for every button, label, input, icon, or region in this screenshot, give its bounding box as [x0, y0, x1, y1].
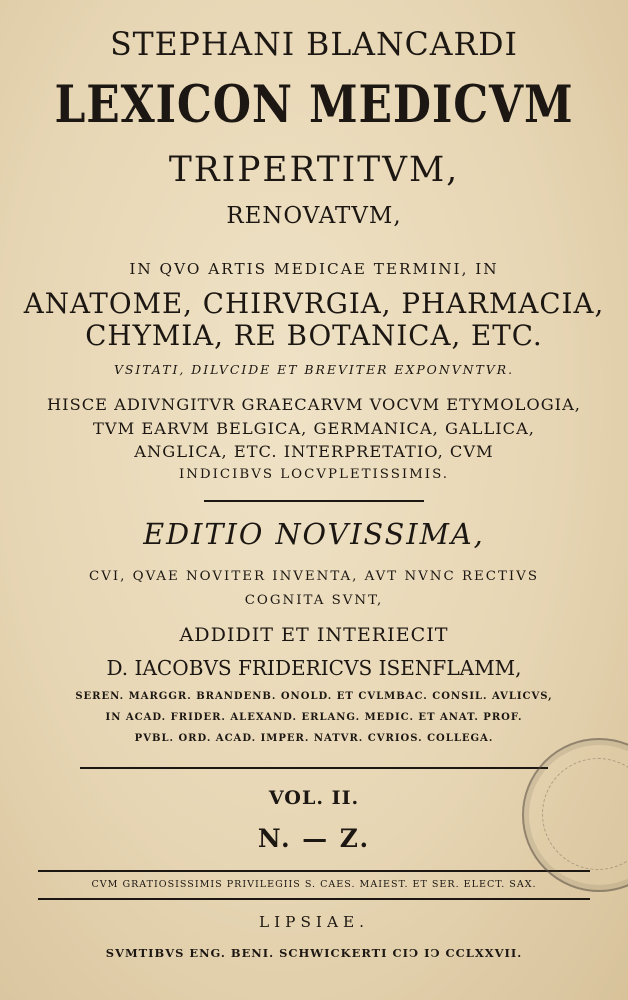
addition-line-3: ANGLICA, ETC. INTERPRETATIO, CVM [134, 442, 494, 461]
editor-title-3: PVBL. ORD. ACAD. IMPER. NATVR. CVRIOS. COLLEGA. [134, 733, 494, 744]
description-intro: IN QVO ARTIS MEDICAE TERMINI, IN [129, 260, 499, 278]
volume-label: VOL. II. [268, 786, 360, 809]
publisher-line: SVMTIBVS ENG. BENI. SCHWICKERTI CIϽ IϽ CCLXXVII. [105, 946, 523, 960]
place-of-publication: LIPSIAE. [259, 913, 369, 931]
description-usage: VSITATI, DILVCIDE ET BREVITER EXPONVNTVR. [113, 362, 515, 377]
library-stamp [522, 738, 628, 892]
subtitle-tripertitum: TRIPERTITVM, [168, 150, 460, 190]
library-stamp-inner-ring [542, 758, 628, 870]
editor-name: D. IACOBVS FRIDERICVS ISENFLAMM, [106, 656, 522, 680]
fields-line-1: ANATOME, CHIRVRGIA, PHARMACIA, [23, 287, 605, 320]
subtitle-renovatum: RENOVATVM, [226, 203, 402, 229]
divider-rule-4 [38, 898, 590, 900]
addition-line-4: INDICIBVS LOCVPLETISSIMIS. [178, 467, 450, 482]
addition-line-1: HISCE ADIVNGITVR GRAECARVM VOCVM ETYMOLOGIA, [47, 395, 581, 414]
divider-rule-2 [80, 767, 548, 769]
author-name: STEPHANI BLANCARDI [110, 27, 518, 63]
fields-line-2: CHYMIA, RE BOTANICA, ETC. [85, 319, 543, 352]
letter-range: N. — Z. [257, 824, 371, 853]
edition-note-2: COGNITA SVNT, [244, 593, 384, 608]
addition-line-2: TVM EARVM BELGICA, GERMANICA, GALLICA, [93, 419, 535, 438]
editor-intro: ADDIDIT ET INTERIECIT [179, 623, 449, 646]
privilege-line: CVM GRATIOSISSIMIS PRIVILEGIIS S. CAES. MAIEST. ET SER. ELECT. SAX. [91, 879, 537, 890]
editor-title-2: IN ACAD. FRIDER. ALEXAND. ERLANG. MEDIC. ET ANAT. PROF. [105, 712, 523, 723]
edition-heading: EDITIO NOVISSIMA, [143, 517, 485, 551]
divider-rule-3 [38, 870, 590, 872]
main-title: LEXICON MEDICVM [54, 75, 574, 135]
editor-title-1: SEREN. MARGGR. BRANDENB. ONOLD. ET CVLMBAC. CONSIL. AVLICVS, [75, 691, 553, 702]
edition-note-1: CVI, QVAE NOVITER INVENTA, AVT NVNC RECTIVS [89, 569, 539, 584]
divider-rule-1 [204, 500, 424, 502]
